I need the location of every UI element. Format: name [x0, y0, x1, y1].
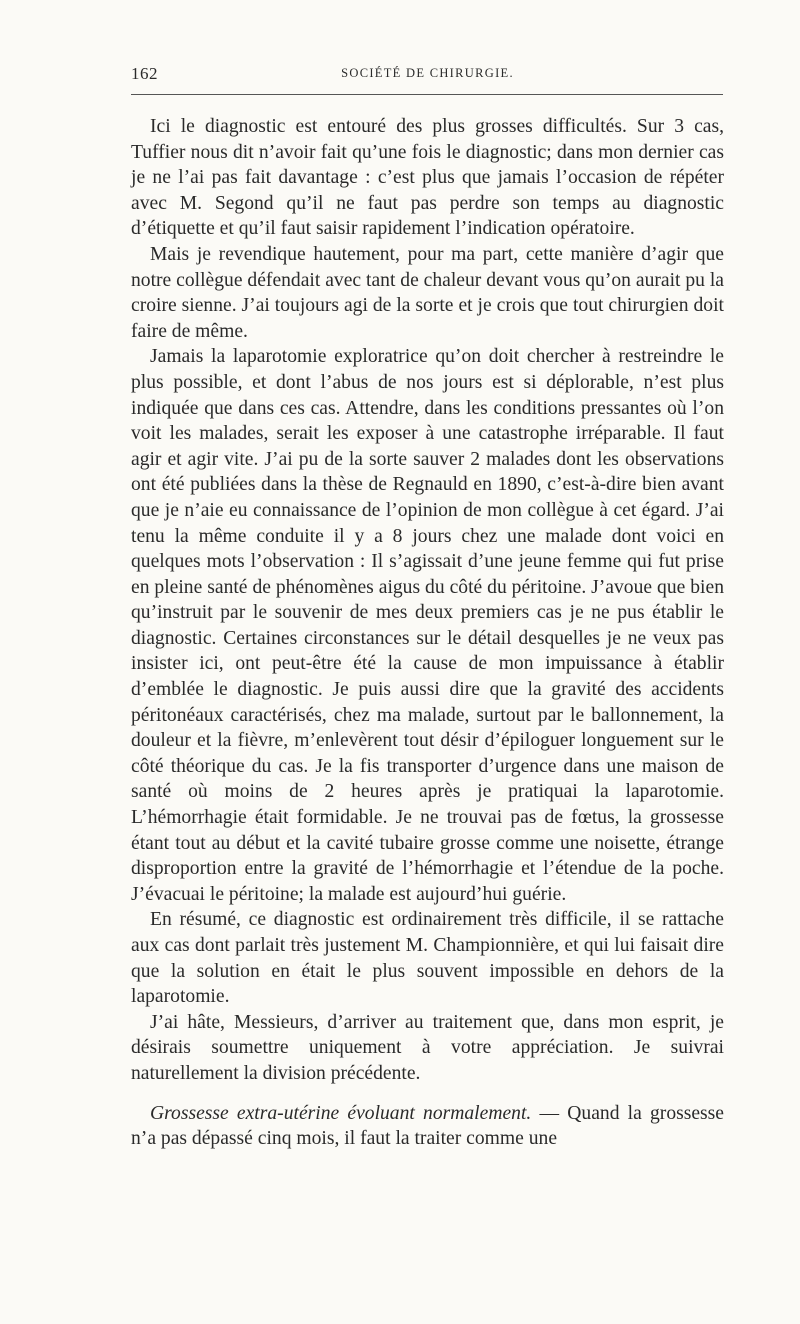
running-head: SOCIÉTÉ DE CHIRURGIE. [341, 66, 514, 80]
paragraph: Mais je revendique hautement, pour ma part, cette manière d’agir que notre collègue défendait avec tant de chaleur devant vous qu’on aurait pu la croire sienne. J’ai toujours agi de la sorte et je crois que tout chirurgien doit faire de même. [131, 243, 725, 342]
header-rule [131, 94, 723, 95]
paragraph: J’ai hâte, Messieurs, d’arriver au traitement que, dans mon esprit, je désirais soumettre uniquement à votre appréciation. Je suivrai naturellement la division précédente. [131, 1011, 724, 1084]
body-text [131, 114, 724, 1152]
page-header [131, 64, 724, 86]
paragraph: Ici le diagnostic est entouré des plus grosses difficultés. Sur 3 cas, Tuffier nous dit n’avoir fait qu’une fois le diagnostic; dans mon dernier cas je ne l’ai pas fait davantage : c’est plus que jamais l’occasion de répéter avec M. Segond qu’il ne faut pas perdre son temps au diagnostic d’étiquette et qu’il faut saisir rapidement l’indication opératoire. [131, 116, 724, 240]
paragraph: Jamais la laparotomie exploratrice qu’on doit chercher à restreindre le plus possible, et dont l’abus de nos jours est si déplorable, n’est plus indiquée que dans ces cas. Attendre, dans les conditions pressantes où l’on voit les malades, serait les exposer à une catastrophe irréparable. Il faut agir et agir vite. J’ai pu de la sorte sauver 2 malades dont les observations ont été publiées dans la thèse de Regnauld en 1890, c’est-à-dire bien avant que je n’aie eu connaissance de l’opinion de mon collègue à cet égard. J’ai tenu la même conduite il y a 8 jours chez une malade dont voici en quelques mots l’observation : Il s’agissait d’une jeune femme qui fut prise en pleine santé de phénomènes aigus du côté du péritoine. J’avoue que bien qu’instruit par le souvenir de mes deux premiers cas je ne pus établir le diagnostic. Certaines circonstances sur le détail desquelles je ne veux pas insister ici, ont peut-être été la cause de mon impuissance à établir d’emblée le diagnostic. Je puis aussi dire que la gravité des accidents péritonéaux caractérisés, chez ma malade, surtout par le ballonnement, la douleur et la fièvre, m’enlevèrent tout désir d’épiloguer longuement sur le côté théorique du cas. Je la fis transporter d’urgence dans une maison de santé où moins de 2 heures après je pratiquai la laparotomie. L’hémorrhagie était formidable. Je ne trouvai pas de fœtus, la grossesse étant tout au début et la cavité tubaire grosse comme une noisette, étrange disproportion entre la gravité de l’hémorrhagie et l’étendue de la poche. J’évacuai le péritoine; la malade est aujourd’hui guérie. [131, 346, 724, 905]
page-number: 162 [131, 64, 158, 83]
section-dash: — [531, 1102, 568, 1124]
section-paragraph [131, 1101, 724, 1152]
paragraph: En résumé, ce diagnostic est ordinairement très difficile, il se rattache aux cas dont parlait très justement M. Championnière, et qui lui faisait dire que la solution en était le plus souvent impossible en dehors de la laparotomie. [131, 909, 724, 1008]
section-text: Quand la grossesse n’a pas dépassé cinq mois, il faut la traiter comme une [131, 1102, 725, 1150]
section-heading: Grossesse extra-utérine évoluant normalement. [150, 1102, 532, 1124]
